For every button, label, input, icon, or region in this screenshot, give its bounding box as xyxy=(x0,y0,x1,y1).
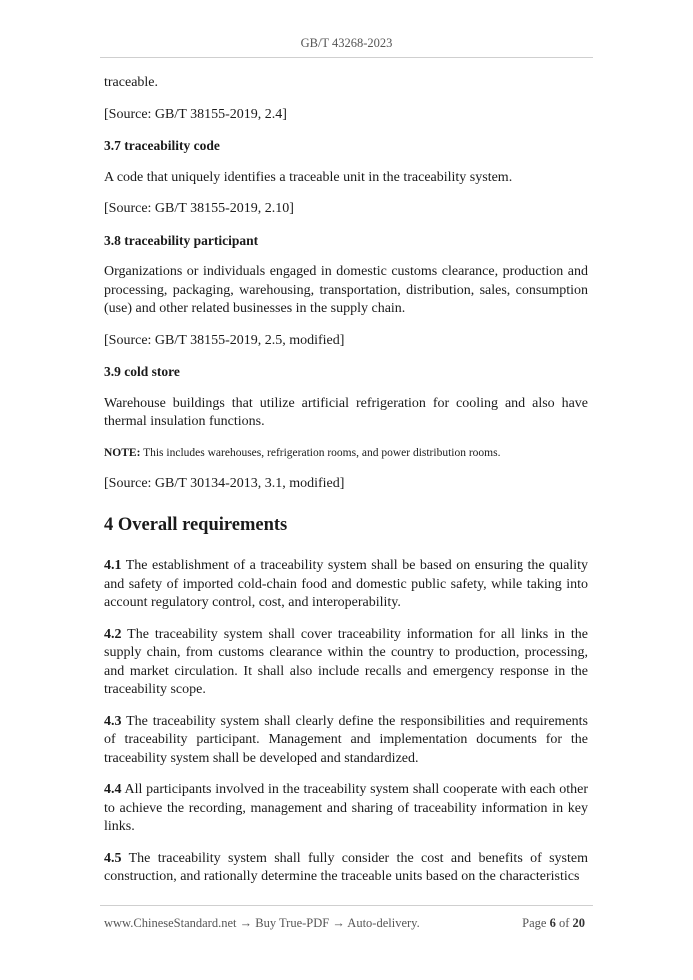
requirement-number: 4.5 xyxy=(104,850,122,866)
page-total: 20 xyxy=(572,916,585,930)
source-citation: [Source: GB/T 38155-2019, 2.4] xyxy=(104,106,287,122)
requirement-number: 4.4 xyxy=(104,782,122,797)
requirement-item xyxy=(104,850,588,887)
source-citation: [Source: GB/T 38155-2019, 2.5, modified] xyxy=(104,332,345,348)
requirement-text: The establishment of a traceability system shall be based on ensuring the quality and safety of imported cold-chain food and domestic public safety, while taking into account regulatory control, cost, and interoperability. xyxy=(104,558,588,610)
of-word: of xyxy=(558,916,570,930)
source-citation: [Source: GB/T 38155-2019, 2.10] xyxy=(104,201,294,216)
page-word: Page xyxy=(522,916,547,930)
body-text: traceable. xyxy=(104,75,159,90)
requirement-item xyxy=(104,781,588,837)
requirement-number: 4.1 xyxy=(104,558,122,573)
page-indicator xyxy=(522,916,585,931)
note-label: NOTE: xyxy=(104,446,141,459)
term-heading-3-8: 3.8 traceability participant xyxy=(104,232,259,248)
note-text: This includes warehouses, refrigeration rooms, and power distribution rooms. xyxy=(140,446,501,459)
requirement-number: 4.3 xyxy=(104,713,122,729)
term-definition-3-9: Warehouse buildings that utilize artificial refrigeration for cooling and also have thermal insulation functions. xyxy=(104,395,588,429)
page-footer xyxy=(104,916,585,931)
term-definition-3-8: Organizations or individuals engaged in domestic customs clearance, production and processing, packaging, warehousing, transportation, distribution, sales, consumption (use) and other related businesses in the supply chain. xyxy=(104,264,588,316)
term-definition-3-7: A code that uniquely identifies a traceable unit in the traceability system. xyxy=(104,169,513,185)
term-heading-3-7: 3.7 traceability code xyxy=(104,138,220,153)
term-heading-3-9: 3.9 cold store xyxy=(104,364,180,379)
requirement-item xyxy=(104,626,588,700)
page-content xyxy=(104,74,588,900)
header-divider xyxy=(100,57,593,58)
note xyxy=(104,445,588,461)
requirement-text: All participants involved in the traceability system shall cooperate with each other to achieve the recording, management and sharing of traceability information in key links. xyxy=(104,782,588,834)
requirement-text: The traceability system shall clearly define the responsibilities and requirements of traceability participant. Management and implementation documents for the traceability system shall be developed and standardized. xyxy=(104,713,588,766)
footer-link[interactable]: www.ChineseStandard.net → Buy True-PDF → Auto-delivery. xyxy=(104,916,420,930)
requirement-item xyxy=(104,713,588,769)
requirement-text: The traceability system shall fully consider the cost and benefits of system construction, and rationally determine the traceable units based on the characteristics xyxy=(104,850,588,884)
page-number: 6 xyxy=(549,916,556,930)
requirement-text: The traceability system shall cover traceability information for all links in the supply chain, from customs clearance within the country to production, processing, and market circulation. It shall also include recalls and emergency response in the traceability scope. xyxy=(104,626,588,697)
section-heading: 4 Overall requirements xyxy=(104,515,288,535)
requirement-number: 4.2 xyxy=(104,626,122,642)
source-citation: [Source: GB/T 30134-2013, 3.1, modified] xyxy=(104,475,345,491)
footer-divider xyxy=(100,905,593,906)
page-header: GB/T 43268-2023 xyxy=(300,36,393,50)
requirement-item xyxy=(104,557,588,613)
